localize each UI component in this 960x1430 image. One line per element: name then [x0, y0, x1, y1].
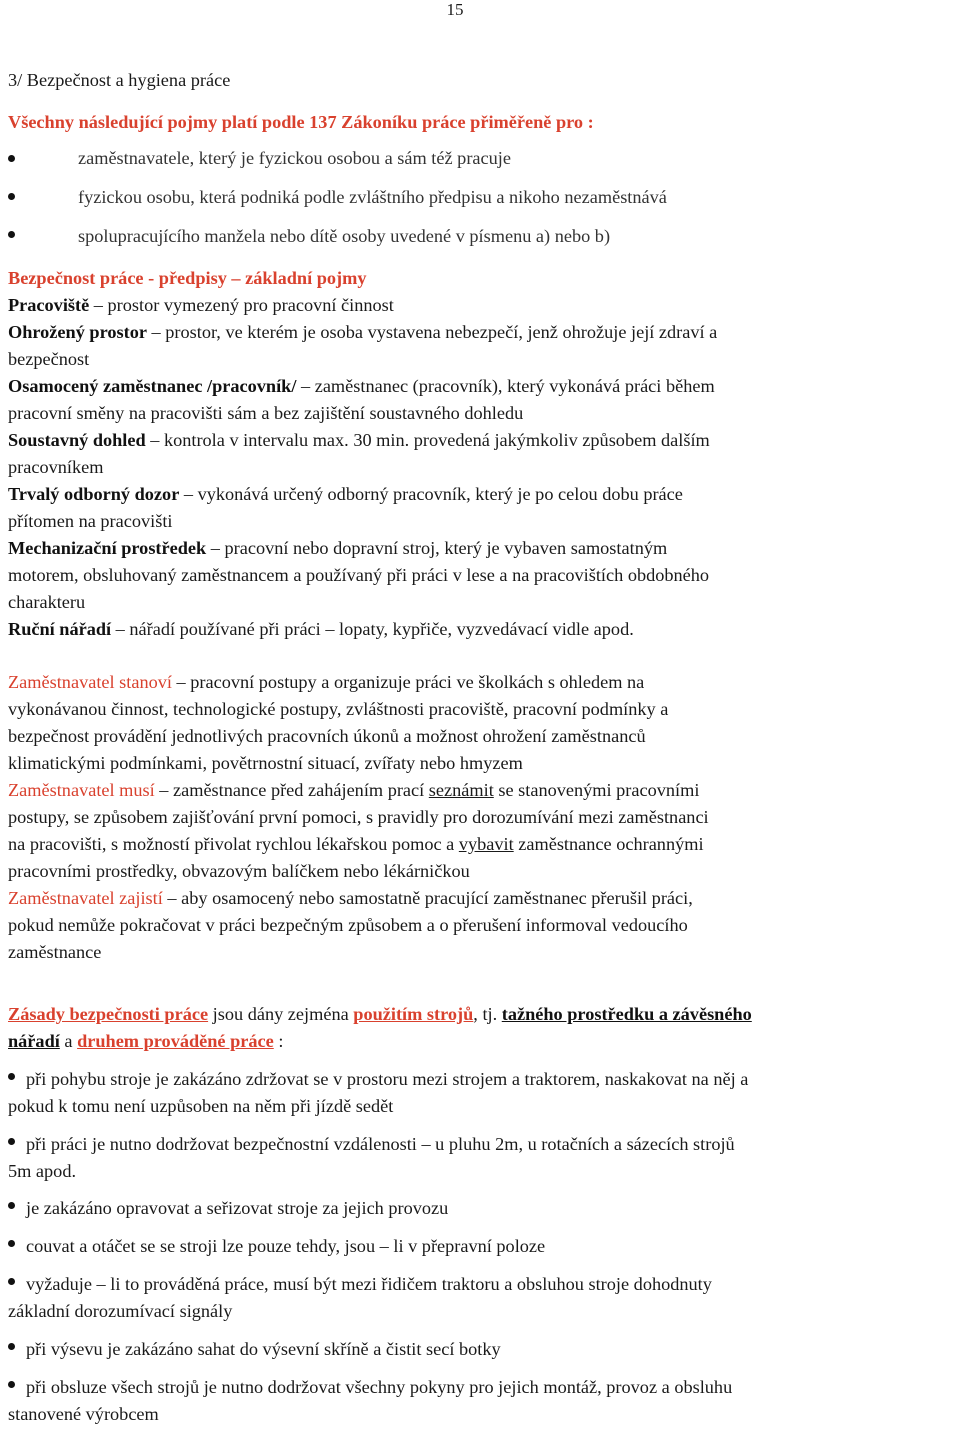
rule-7-continuation: stanovené výrobcem	[8, 1404, 159, 1424]
employer-ensures	[8, 885, 693, 912]
employer-label: Zaměstnavatel musí	[8, 780, 155, 800]
employer-text: zaměstnance ochrannými	[513, 834, 704, 854]
rule-2-continuation: 5m apod.	[8, 1161, 77, 1181]
term-continuation: bezpečnost	[8, 349, 90, 369]
principles-line-2	[8, 1028, 283, 1055]
bullet-icon	[8, 1343, 15, 1350]
term-workplace	[8, 292, 394, 319]
underlined-word: seznámit	[428, 780, 494, 800]
term-continuation: přítomen na pracovišti	[8, 511, 173, 531]
rule-4: couvat a otáčet se se stroji lze pouze tehdy, jsou – li v přepravní poloze	[26, 1236, 546, 1256]
principles-emphasis: druhem prováděné práce	[77, 1031, 274, 1051]
employer-text: – zaměstnance před zahájením prací	[154, 780, 429, 800]
term-label: Ruční nářadí	[8, 619, 112, 639]
term-definition: – zaměstnanec (pracovník), který vykonává práci během	[296, 376, 715, 396]
rule-7: při obsluze všech strojů je nutno dodržovat všechny pokyny pro jejich montáž, provoz a obsluhu	[26, 1377, 733, 1397]
employer-text-line	[8, 831, 704, 858]
term-definition: – nářadí používané při práci – lopaty, kypřiče, vyzvedávací vidle apod.	[111, 619, 634, 639]
term-label: Pracoviště	[8, 295, 90, 315]
term-supervision	[8, 427, 710, 454]
employer-text: bezpečnost provádění jednotlivých pracovních úkonů a možnost ohrožení zaměstnanců	[8, 726, 646, 746]
intro-bullet-1: zaměstnavatele, který je fyzickou osobou a sám též pracuje	[78, 148, 511, 168]
principles-text: a	[59, 1031, 78, 1051]
basics-heading: Bezpečnost práce - předpisy – základní pojmy	[8, 268, 367, 288]
principles-text: :	[273, 1031, 284, 1051]
term-definition: – prostor, ve kterém je osoba vystavena nebezpečí, jenž ohrožuje její zdraví a	[146, 322, 718, 342]
term-label: Ohrožený prostor	[8, 322, 147, 342]
page-number: 15	[446, 0, 464, 19]
employer-text: zaměstnance	[8, 942, 102, 962]
term-definition: – kontrola v intervalu max. 30 min. provedená jakýmkoliv způsobem dalším	[145, 430, 710, 450]
term-definition: – vykonává určený odborný pracovník, který je po celou dobu práce	[179, 484, 683, 504]
rule-3: je zakázáno opravovat a seřizovat stroje za jejich provozu	[26, 1198, 449, 1218]
rule-6: při výsevu je zakázáno sahat do výsevní skříně a čistit secí botky	[26, 1339, 501, 1359]
rule-1: při pohybu stroje je zakázáno zdržovat se v prostoru mezi strojem a traktorem, naskakovat na něj a	[26, 1069, 749, 1089]
principles-text: , tj.	[473, 1004, 502, 1024]
employer-sets	[8, 669, 644, 696]
employer-text: pracovními prostředky, obvazovým balíčkem nebo lékárničkou	[8, 861, 470, 881]
employer-label: Zaměstnavatel stanoví	[8, 672, 172, 692]
underlined-word: vybavit	[458, 834, 514, 854]
rule-2: při práci je nutno dodržovat bezpečnostní vzdálenosti – u pluhu 2m, u rotačních a sázecích strojů	[26, 1134, 735, 1154]
term-continuation: motorem, obsluhovaný zaměstnancem a používaný při práci v lese a na pracovištích obdobného	[8, 565, 710, 585]
principles-text: jsou dány zejména	[208, 1004, 354, 1024]
section-title: 3/ Bezpečnost a hygiena práce	[8, 70, 231, 90]
bullet-icon	[8, 1240, 15, 1247]
term-label: Mechanizační prostředek	[8, 538, 207, 558]
rule-5: vyžaduje – li to prováděná práce, musí být mezi řidičem traktoru a obsluhou stroje dohodnuty	[26, 1274, 712, 1294]
term-continuation: pracovníkem	[8, 457, 104, 477]
employer-text: na pracovišti, s možností přivolat rychlou lékařskou pomoc a	[8, 834, 459, 854]
term-lone-worker	[8, 373, 715, 400]
term-definition: – pracovní nebo dopravní stroj, který je vybaven samostatným	[206, 538, 668, 558]
term-mechanization	[8, 535, 667, 562]
principles-heading: Zásady bezpečnosti práce	[8, 1004, 209, 1024]
term-hand-tools	[8, 616, 634, 643]
bullet-icon	[8, 1202, 15, 1209]
principles-emphasis: použitím strojů	[353, 1004, 474, 1024]
intro-heading: Všechny následující pojmy platí podle 137 Zákoníku práce přiměřeně pro :	[8, 112, 594, 132]
bullet-icon	[8, 193, 15, 200]
principles-emphasis: nářadí	[8, 1031, 60, 1051]
term-continuation: charakteru	[8, 592, 86, 612]
term-continuation: pracovní směny na pracovišti sám a bez zajištění soustavného dohledu	[8, 403, 524, 423]
term-label: Osamocený zaměstnanec /pracovník/	[8, 376, 297, 396]
principles-line-1	[8, 1001, 752, 1028]
bullet-icon	[8, 1138, 15, 1145]
employer-label: Zaměstnavatel zajistí	[8, 888, 163, 908]
bullet-icon	[8, 1278, 15, 1285]
term-endangered-area	[8, 319, 717, 346]
employer-text: se stanovenými pracovními	[493, 780, 700, 800]
bullet-icon	[8, 155, 15, 162]
term-expert-supervision	[8, 481, 683, 508]
employer-text: vykonávanou činnost, technologické postupy, zvláštnosti pracoviště, pracovní podmínky a	[8, 699, 669, 719]
bullet-icon	[8, 1073, 15, 1080]
term-definition: – prostor vymezený pro pracovní činnost	[89, 295, 394, 315]
employer-text: klimatickými podmínkami, povětrnostní situací, zvířaty nebo hmyzem	[8, 753, 523, 773]
employer-text: – aby osamocený nebo samostatně pracující zaměstnanec přerušil práci,	[162, 888, 693, 908]
rule-1-continuation: pokud k tomu není uzpůsoben na něm při jízdě sedět	[8, 1096, 394, 1116]
term-label: Trvalý odborný dozor	[8, 484, 180, 504]
intro-bullet-3: spolupracujícího manžela nebo dítě osoby uvedené v písmenu a) nebo b)	[78, 226, 611, 246]
employer-text: pokud nemůže pokračovat v práci bezpečným způsobem a o přerušení informoval vedoucího	[8, 915, 688, 935]
bullet-icon	[8, 1381, 15, 1388]
employer-text: – pracovní postupy a organizuje práci ve školkách s ohledem na	[171, 672, 645, 692]
intro-bullet-2: fyzickou osobu, která podniká podle zvláštního předpisu a nikoho nezaměstnává	[78, 187, 667, 207]
rule-5-continuation: základní dorozumívací signály	[8, 1301, 233, 1321]
principles-emphasis: tažného prostředku a závěsného	[501, 1004, 752, 1024]
employer-text: postupy, se způsobem zajišťování první pomoci, s pravidly pro dorozumívání mezi zaměstnanci	[8, 807, 709, 827]
term-label: Soustavný dohled	[8, 430, 146, 450]
bullet-icon	[8, 231, 15, 238]
employer-must	[8, 777, 699, 804]
